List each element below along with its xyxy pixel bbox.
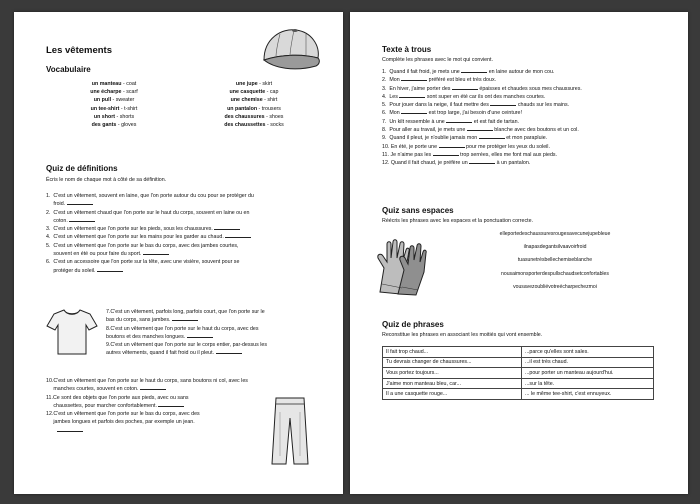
quiz-line <box>46 394 296 402</box>
quiz-line <box>46 242 336 250</box>
vocab-french: des chaussettes <box>224 122 266 129</box>
quiz-text: 4. C'est un vêtement que l'on porte sur les mains pour les garder au chaud. <box>46 234 224 241</box>
phrase-left: Il a une casquette rouge... <box>383 389 522 400</box>
quiz-text: coton. <box>46 217 68 224</box>
quiz-line <box>46 250 336 258</box>
vocab-french: un short <box>93 113 116 120</box>
vocab-english: skirt <box>262 81 273 87</box>
vocab-english: sweater <box>115 97 135 104</box>
quiz-text: 11.Ce sont des objets que l'on porte aux pieds, avec ou sans <box>46 394 189 401</box>
space-heading: Quiz sans espaces <box>382 206 454 215</box>
vocab-heading: Vocabulaire <box>46 65 91 74</box>
gap-before: 10. En été, je porte une <box>382 143 438 150</box>
quiz-text: 10.C'est un vêtement que l'on porte sur le haut du corps, sans boutons ni col, avec les <box>46 378 248 384</box>
phrase-row <box>383 368 654 379</box>
quiz-line <box>46 385 296 393</box>
space-instructions: Réécris les phrases avec les espaces et la ponctuation correcte. <box>382 218 534 224</box>
quiz-text: 3. C'est un vêtement que l'on porte sur les pieds, sous les chaussures. <box>46 226 213 233</box>
vocab-item: des chaussettes - socks <box>224 122 284 129</box>
gap-before: 4. Les <box>382 93 398 100</box>
answer-blank[interactable] <box>433 151 459 156</box>
unspaced-sentence: vousavezoubliévotreécharpechezmoi <box>513 283 597 290</box>
answer-blank[interactable] <box>452 85 478 90</box>
quiz-text: 1. C'est un vêtement, souvent en laine, que l'on porte autour du cou pour se protéger du <box>46 193 254 199</box>
quiz-line <box>46 217 336 225</box>
quiz-text: protéger du soleil. <box>46 267 96 274</box>
gap-before: 2. Mon <box>382 77 400 84</box>
phrase-row <box>383 357 654 368</box>
gap-after: préféré est bleu et très doux. <box>428 77 497 84</box>
vocab-item: une jupe - skirt <box>235 81 273 87</box>
quiz-line <box>106 349 338 357</box>
quiz-line <box>46 377 296 385</box>
phrases-instructions: Reconstitue les phrases en associant les moitiés qui vont ensemble. <box>382 332 543 338</box>
phrase-right: ...il est très chaud. <box>522 357 654 368</box>
gap-after: sont super en été car ils ont des manches courtes. <box>426 93 546 100</box>
quiz-text: chaussettes, pour marcher confortablement. <box>46 402 157 409</box>
page-title: Les vêtements <box>46 45 113 56</box>
gap-sentence <box>382 76 682 84</box>
unspaced-sentence: elleportedeschaussuresrougesavecunejupebleue <box>499 231 611 237</box>
quiz-text: bas du corps, sans jambes. <box>106 317 171 324</box>
gap-sentence <box>382 85 682 93</box>
gap-before: 12. Quand il fait chaud, je préfère un <box>382 160 468 167</box>
quiz-text: autres vêtements, quand il fait froid ou il pleut. <box>106 350 215 357</box>
vocab-french: un tee-shirt <box>90 105 120 112</box>
vocab-item: un manteau - coat <box>91 81 137 87</box>
answer-blank[interactable] <box>490 101 516 106</box>
vocab-left-column <box>64 80 164 129</box>
quiz-line <box>106 308 338 316</box>
gap-before: 7. Un kilt ressemble à une <box>382 118 445 125</box>
answer-blank[interactable] <box>401 76 427 81</box>
vocab-french: un pull <box>93 97 112 104</box>
vocab-english: coat <box>126 81 137 87</box>
phrase-matching-table <box>382 346 654 400</box>
phrase-row <box>383 347 654 358</box>
gap-sentence <box>382 151 682 159</box>
answer-blank[interactable] <box>69 217 95 222</box>
vocab-french: des chaussures <box>224 113 265 120</box>
quiz-line <box>46 225 336 233</box>
phrase-right: ...sur la tête. <box>522 378 654 389</box>
quiz-text: 7.C'est un vêtement, parfois long, parfois court, que l'on porte sur le <box>106 309 265 315</box>
quiz-line <box>106 325 338 333</box>
answer-blank[interactable] <box>439 143 465 148</box>
vocab-item: un tee-shirt - t-shirt <box>90 105 138 112</box>
gap-fill-sentences <box>382 68 682 168</box>
gap-before: 3. En hiver, j'aime porter des <box>382 85 451 92</box>
answer-blank[interactable] <box>67 200 93 205</box>
answer-blank[interactable] <box>469 159 495 164</box>
gap-after: est trop large, j'ai besoin d'une ceinture! <box>428 110 522 117</box>
gap-after: en laine autour de mon cou. <box>488 69 555 75</box>
answer-blank[interactable] <box>143 250 169 255</box>
quiz-questions-1-6 <box>46 192 336 275</box>
gap-heading: Texte à trous <box>382 45 432 54</box>
answer-blank[interactable] <box>401 109 427 114</box>
gap-after: pour me protéger les yeux du soleil. <box>466 143 550 150</box>
vocab-french: un pantalon <box>227 105 258 112</box>
gap-after: chauds sur les mains. <box>517 102 570 109</box>
vocab-french: une écharpe <box>90 89 122 96</box>
gap-sentence <box>382 126 682 134</box>
gap-sentence <box>382 101 682 109</box>
vocab-english: shirt <box>267 97 278 104</box>
phrase-row <box>383 389 654 400</box>
gap-sentence <box>382 93 682 101</box>
gap-before: 9. Quand il pleut, je n'oublie jamais mon <box>382 135 478 142</box>
quiz-line <box>46 410 296 418</box>
vocab-french: un manteau <box>91 81 122 87</box>
answer-blank[interactable] <box>97 267 123 272</box>
answer-blank[interactable] <box>225 233 251 238</box>
answer-blank[interactable] <box>479 134 505 139</box>
quiz-line <box>46 427 296 435</box>
worksheet-page-1 <box>14 12 343 494</box>
vocab-english: gloves <box>121 122 137 129</box>
gap-after: et est fait de tartan. <box>473 118 520 125</box>
quiz-text: 5. C'est un vêtement que l'on porte sur le bas du corps, avec des jambes courtes, <box>46 242 239 249</box>
quiz-line <box>106 333 338 341</box>
quiz-text: souvent en été ou pour faire du sport. <box>46 251 142 258</box>
quiz-questions-10-12 <box>46 377 296 435</box>
vocab-item: une chemise - shirt <box>230 97 278 104</box>
vocab-item: un pull - sweater <box>93 97 135 104</box>
unspaced-sentences <box>430 228 680 294</box>
vocab-english: scarf <box>126 89 138 96</box>
gap-sentence <box>382 134 682 142</box>
quiz-line <box>106 341 338 349</box>
quiz-text: 8.C'est un vêtement que l'on porte sur le haut du corps, avec des <box>106 325 259 332</box>
gloves-image <box>374 238 430 296</box>
vocab-right-column <box>204 80 304 129</box>
gap-before: 8. Pour aller au travail, je mets une <box>382 127 466 134</box>
gap-sentence <box>382 68 682 76</box>
quiz-text: 9.C'est un vêtement que l'on porte sur le corps entier, par-dessus les <box>106 342 268 349</box>
vocab-french: une jupe <box>235 81 258 87</box>
tshirt-image <box>46 308 98 356</box>
phrase-left: Il fait trop chaud... <box>383 347 522 358</box>
quiz-heading: Quiz de définitions <box>46 164 118 173</box>
unspaced-sentence: tuasunetrèsbellechemiseblanche <box>517 257 593 264</box>
vocab-english: socks <box>270 122 284 129</box>
vocab-item: des gants - gloves <box>91 122 137 129</box>
gap-sentence <box>382 109 682 117</box>
quiz-line <box>46 418 296 426</box>
quiz-questions-7-9 <box>106 308 338 358</box>
worksheet-page-2 <box>350 12 688 494</box>
gap-sentence <box>382 118 682 126</box>
gap-before: 1. Quand il fait froid, je mets une <box>382 69 460 75</box>
gap-before: 11. Je n'aime pas les <box>382 151 432 158</box>
answer-blank[interactable] <box>399 93 425 98</box>
quiz-line <box>46 192 336 200</box>
vocab-item: une casquette - cap <box>229 89 279 96</box>
phrase-right: ... le même tee-shirt, c'est ennuyeux. <box>522 389 654 400</box>
vocab-english: t-shirt <box>124 105 138 112</box>
gap-sentence <box>382 159 682 167</box>
quiz-text: boutons et des manches longues. <box>106 333 186 340</box>
answer-blank[interactable] <box>158 402 184 407</box>
vocab-english: trousers <box>261 105 281 112</box>
gap-after: trop serrées, elles me font mal aux pieds. <box>460 151 558 158</box>
vocab-item: des chaussures - shoes <box>224 113 284 120</box>
quiz-text: 2. C'est un vêtement chaud que l'on porte sur le haut du corps, souvent en laine ou en <box>46 209 250 216</box>
phrase-left: J'aime mon manteau bleu, car... <box>383 378 522 389</box>
answer-blank[interactable] <box>172 316 198 321</box>
unspaced-sentence: nousaimonsporterdespullschaudsetconfortables <box>501 270 609 277</box>
phrase-row <box>383 378 654 389</box>
vocab-french: une casquette <box>229 89 266 96</box>
vocab-item: un pantalon - trousers <box>227 105 281 112</box>
vocab-english: shoes <box>269 113 284 120</box>
phrase-left: Vous portez toujours... <box>383 368 522 379</box>
quiz-line <box>46 209 336 217</box>
answer-blank[interactable] <box>140 385 166 390</box>
quiz-line <box>46 233 336 241</box>
quiz-text: froid. <box>46 201 66 208</box>
answer-blank[interactable] <box>216 349 242 354</box>
vocab-french: une chemise <box>230 97 263 104</box>
quiz-text: 6. C'est un accessoire que l'on porte sur la tête, avec une visière, souvent pour se <box>46 259 240 266</box>
phrases-heading: Quiz de phrases <box>382 320 444 329</box>
answer-blank[interactable] <box>214 225 240 230</box>
quiz-line <box>46 258 336 266</box>
vocab-item: un short - shorts <box>93 113 135 120</box>
vocab-item: une écharpe - scarf <box>90 89 138 96</box>
answer-blank[interactable] <box>446 118 472 123</box>
vocab-english: cap <box>269 89 279 96</box>
quiz-instructions: Écris le nom de chaque mot à côté de sa définition. <box>46 177 167 183</box>
quiz-text: manches courtes, souvent en coton. <box>46 386 139 393</box>
unspaced-sentence: ilnapasdegantsilvaavoirfroid <box>523 244 587 251</box>
quiz-line <box>46 402 296 410</box>
phrase-right: ...pour porter un manteau aujourd'hui. <box>522 368 654 379</box>
trousers-image <box>270 396 310 466</box>
gap-after: blanche avec des boutons et un col. <box>494 127 579 134</box>
gap-before: 5. Pour jouer dans la neige, il faut mettre des <box>382 102 489 109</box>
gap-after: et mon parapluie. <box>506 135 548 142</box>
answer-blank[interactable] <box>461 68 487 73</box>
answer-blank[interactable] <box>187 333 213 338</box>
answer-blank[interactable] <box>467 126 493 131</box>
gap-before: 6. Mon <box>382 110 400 117</box>
vocab-english: shorts <box>119 113 135 120</box>
quiz-line <box>46 200 336 208</box>
phrase-left: Tu devrais changer de chaussures... <box>383 357 522 368</box>
quiz-text: jambes longues et parfois des poches, par exemple un jean. <box>46 419 195 426</box>
vocab-french: des gants <box>91 122 117 129</box>
gap-after: épaisses et chaudes sous mes chaussures. <box>479 85 582 92</box>
cap-image <box>254 24 326 76</box>
answer-blank[interactable] <box>57 427 83 432</box>
quiz-line <box>106 316 338 324</box>
phrase-right: ...parce qu'elles sont sales. <box>522 347 654 358</box>
gap-instructions: Complète les phrases avec le mot qui convient. <box>382 57 493 63</box>
quiz-line <box>46 267 336 275</box>
gap-sentence <box>382 143 682 151</box>
gap-after: à un pantalon. <box>496 160 531 167</box>
quiz-text: 12.C'est un vêtement que l'on porte sur le bas du corps, avec des <box>46 411 200 418</box>
